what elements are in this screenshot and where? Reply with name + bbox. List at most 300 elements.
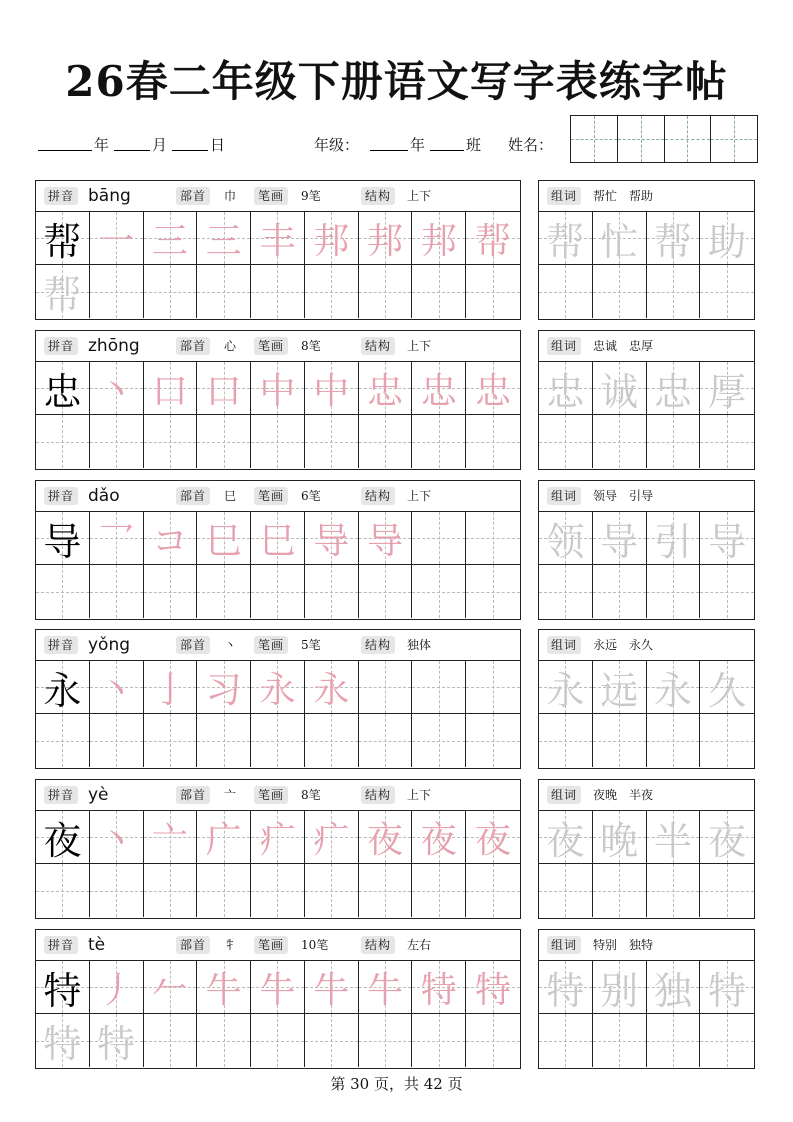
grid-cell[interactable] [412, 714, 466, 767]
words-tag: 组词 [547, 936, 581, 954]
grid-cell[interactable] [359, 864, 413, 917]
stroke-order-char: 三 [205, 220, 242, 262]
structure-value: 上下 [407, 189, 432, 203]
grid-cell[interactable] [593, 265, 647, 318]
structure-tag: 结构 [361, 636, 395, 654]
structure-tag: 结构 [361, 337, 395, 355]
grid-cell[interactable] [36, 811, 90, 864]
stroke-order-char: 导 [313, 520, 350, 562]
grid-cell[interactable] [36, 265, 90, 318]
grid-cell[interactable] [359, 661, 413, 714]
grid-cell[interactable] [359, 212, 413, 265]
word-trace-char: 别 [600, 968, 639, 1013]
grid-cell[interactable] [647, 961, 701, 1014]
stroke-order-char: 牛 [366, 969, 403, 1011]
word-trace-char: 忠 [546, 369, 585, 414]
stroke-order-char: 𠂉 [151, 969, 188, 1011]
grid-cell[interactable] [305, 811, 359, 864]
name-label: 姓名： [508, 136, 554, 154]
char-practice-block [35, 330, 521, 470]
grid-cell[interactable] [647, 212, 701, 265]
strokes-tag: 笔画 [254, 337, 288, 355]
stroke-order-char: 邦 [313, 220, 350, 262]
grid-cell[interactable] [539, 212, 593, 265]
word-trace-char: 独 [653, 968, 692, 1013]
grid-cell[interactable] [647, 415, 701, 468]
radical-tag: 部首 [176, 487, 210, 505]
pinyin-tag: 拼音 [44, 187, 78, 205]
stroke-order-char: 亠 [151, 819, 188, 861]
month-label: 月 [152, 136, 168, 154]
grid-cell[interactable] [305, 415, 359, 468]
model-char: 夜 [43, 818, 82, 863]
radical-value: 巳 [224, 489, 237, 503]
strokes-value: 8笔 [301, 339, 321, 353]
word-header [539, 930, 754, 961]
grid-cell[interactable] [197, 1014, 251, 1067]
trace-char: 特 [43, 1022, 82, 1066]
grid-cell[interactable] [593, 811, 647, 864]
word-trace-char: 导 [600, 519, 639, 564]
year-blank[interactable] [38, 150, 92, 151]
grid-cell[interactable] [251, 1014, 305, 1067]
word-trace-char: 远 [600, 668, 639, 713]
model-char: 帮 [43, 219, 82, 264]
radical-value: 牜 [224, 938, 237, 952]
grid-cell[interactable] [90, 961, 144, 1014]
grid-cell[interactable] [90, 714, 144, 767]
grid-cell[interactable] [466, 661, 520, 714]
words-value: 夜晚 半夜 [593, 788, 654, 802]
grid-cell[interactable] [647, 565, 701, 618]
grid-cell[interactable] [251, 512, 305, 565]
grid-cell[interactable] [593, 415, 647, 468]
grid-cell[interactable] [539, 512, 593, 565]
grid-cell[interactable] [539, 362, 593, 415]
stroke-order-char: 牛 [205, 969, 242, 1011]
grid-cell[interactable] [466, 811, 520, 864]
grid-cell[interactable] [647, 811, 701, 864]
grid-cell[interactable] [359, 265, 413, 318]
radical-tag: 部首 [176, 337, 210, 355]
grid-cell[interactable] [251, 864, 305, 917]
grid-cell[interactable] [647, 512, 701, 565]
grid-cell[interactable] [700, 1014, 754, 1067]
grade-year-label: 年 [410, 136, 426, 154]
grid-cell[interactable] [144, 714, 198, 767]
grid-cell[interactable] [466, 265, 520, 318]
grid-cell[interactable] [90, 265, 144, 318]
stroke-order-char: 乛 [98, 520, 135, 562]
word-practice-block [538, 330, 755, 470]
grid-cell[interactable] [700, 265, 754, 318]
grid-cell[interactable] [36, 961, 90, 1014]
structure-tag: 结构 [361, 936, 395, 954]
class-label: 班 [466, 136, 482, 154]
stroke-order-char: 夜 [420, 819, 457, 861]
model-char: 永 [43, 668, 82, 713]
radical-value: 巾 [224, 189, 237, 203]
pinyin-value: zhōng [88, 336, 140, 356]
words-value: 领导 引导 [593, 489, 654, 503]
pinyin-tag: 拼音 [44, 487, 78, 505]
grid-cell[interactable] [90, 1014, 144, 1067]
class-blank[interactable] [430, 150, 464, 151]
grid-cell[interactable] [466, 212, 520, 265]
char-info-header [36, 481, 520, 512]
stroke-order-char: 邦 [420, 220, 457, 262]
grid-cell[interactable] [197, 811, 251, 864]
grid-cell[interactable] [251, 811, 305, 864]
grid-cell[interactable] [197, 661, 251, 714]
stroke-order-char: 夜 [475, 819, 512, 861]
stroke-order-char: 牛 [259, 969, 296, 1011]
grid-cell[interactable] [251, 362, 305, 415]
grade-year-blank[interactable] [370, 150, 408, 151]
stroke-order-char: 广 [205, 819, 242, 861]
stroke-order-char: 特 [475, 969, 512, 1011]
grid-cell[interactable] [466, 714, 520, 767]
word-header [539, 181, 754, 212]
structure-tag: 结构 [361, 487, 395, 505]
grid-cell[interactable] [144, 212, 198, 265]
structure-value: 独体 [407, 638, 432, 652]
strokes-tag: 笔画 [254, 187, 288, 205]
grid-cell[interactable] [36, 661, 90, 714]
grid-cell[interactable] [359, 961, 413, 1014]
year-label: 年 [94, 136, 110, 154]
grid-cell[interactable] [593, 212, 647, 265]
stroke-order-char: コ [151, 520, 188, 562]
grid-cell[interactable] [593, 565, 647, 618]
char-practice-block [35, 480, 521, 620]
grid-cell[interactable] [359, 512, 413, 565]
structure-tag: 结构 [361, 786, 395, 804]
month-blank[interactable] [114, 150, 150, 151]
grid-cell[interactable] [36, 565, 90, 618]
grid-cell[interactable] [412, 512, 466, 565]
day-blank[interactable] [172, 150, 208, 151]
pinyin-tag: 拼音 [44, 337, 78, 355]
grid-cell[interactable] [144, 362, 198, 415]
stroke-order-char: 丶 [98, 370, 135, 412]
grid-cell[interactable] [647, 661, 701, 714]
strokes-tag: 笔画 [254, 936, 288, 954]
grid-cell[interactable] [251, 265, 305, 318]
grid-cell[interactable] [144, 864, 198, 917]
char-info-header [36, 930, 520, 961]
trace-char: 帮 [43, 273, 82, 317]
grid-cell[interactable] [197, 714, 251, 767]
grid-cell[interactable] [90, 512, 144, 565]
stroke-order-char: 夜 [366, 819, 403, 861]
word-trace-char: 夜 [708, 818, 747, 863]
model-char: 特 [43, 968, 82, 1013]
grid-cell[interactable] [197, 512, 251, 565]
stroke-order-char: 中 [313, 370, 350, 412]
word-trace-char: 忙 [600, 219, 639, 264]
grid-cell[interactable] [700, 362, 754, 415]
grid-cell[interactable] [700, 565, 754, 618]
grid-cell[interactable] [305, 864, 359, 917]
word-practice-block [538, 629, 755, 769]
grid-cell[interactable] [144, 961, 198, 1014]
words-tag: 组词 [547, 337, 581, 355]
grid-cell[interactable] [197, 362, 251, 415]
grid-cell[interactable] [36, 864, 90, 917]
stroke-order-char: 丰 [259, 220, 296, 262]
grid-cell[interactable] [197, 565, 251, 618]
grid-cell[interactable] [144, 265, 198, 318]
grid-cell[interactable] [412, 565, 466, 618]
word-trace-char: 诚 [600, 369, 639, 414]
grid-cell[interactable] [539, 714, 593, 767]
grid-cell[interactable] [251, 961, 305, 1014]
strokes-tag: 笔画 [254, 636, 288, 654]
grade-label: 年级： [314, 136, 360, 154]
grid-cell[interactable] [36, 1014, 90, 1067]
grid-cell[interactable] [700, 714, 754, 767]
stroke-order-char: 永 [313, 669, 350, 711]
grid-cell[interactable] [197, 415, 251, 468]
words-value: 忠诚 忠厚 [593, 339, 654, 353]
page-title: 26春二年级下册语文写字表练字帖 [65, 57, 728, 106]
grid-cell[interactable] [466, 415, 520, 468]
pinyin-tag: 拼音 [44, 636, 78, 654]
name-cell[interactable] [618, 116, 665, 162]
word-trace-char: 帮 [653, 219, 692, 264]
grid-cell[interactable] [647, 864, 701, 917]
stroke-order-char: 口 [151, 370, 188, 412]
grid-cell[interactable] [305, 961, 359, 1014]
grid-cell[interactable] [90, 415, 144, 468]
stroke-order-char: 一 [98, 220, 135, 262]
grid-cell[interactable] [197, 961, 251, 1014]
grid-cell[interactable] [466, 1014, 520, 1067]
grid-cell[interactable] [593, 1014, 647, 1067]
words-value: 特别 独特 [593, 938, 654, 952]
grid-cell[interactable] [359, 1014, 413, 1067]
grid-cell[interactable] [36, 362, 90, 415]
grid-cell[interactable] [359, 362, 413, 415]
grid-cell[interactable] [412, 864, 466, 917]
grid-cell[interactable] [593, 714, 647, 767]
stroke-order-char: 口 [205, 370, 242, 412]
words-tag: 组词 [547, 187, 581, 205]
grid-cell[interactable] [466, 512, 520, 565]
grid-cell[interactable] [36, 714, 90, 767]
grid-cell[interactable] [144, 811, 198, 864]
grid-cell[interactable] [305, 212, 359, 265]
pinyin-tag: 拼音 [44, 936, 78, 954]
grid-cell[interactable] [144, 565, 198, 618]
word-trace-char: 半 [653, 818, 692, 863]
grid-cell[interactable] [539, 565, 593, 618]
grid-cell[interactable] [539, 811, 593, 864]
grid-cell[interactable] [412, 415, 466, 468]
grid-cell[interactable] [593, 512, 647, 565]
word-trace-char: 夜 [546, 818, 585, 863]
grid-cell[interactable] [647, 714, 701, 767]
grid-cell[interactable] [466, 961, 520, 1014]
word-trace-char: 导 [708, 519, 747, 564]
grid-cell[interactable] [305, 714, 359, 767]
strokes-value: 9笔 [301, 189, 321, 203]
pinyin-tag: 拼音 [44, 786, 78, 804]
grid-cell[interactable] [593, 362, 647, 415]
grid-cell[interactable] [359, 415, 413, 468]
name-cell[interactable] [665, 116, 712, 162]
grid-cell[interactable] [305, 1014, 359, 1067]
grid-cell[interactable] [593, 864, 647, 917]
day-label: 日 [210, 136, 226, 154]
grid-cell[interactable] [305, 265, 359, 318]
grid-cell[interactable] [251, 212, 305, 265]
word-trace-char: 永 [546, 668, 585, 713]
grid-cell[interactable] [197, 864, 251, 917]
name-cell[interactable] [571, 116, 618, 162]
stroke-order-char: 忠 [366, 370, 403, 412]
words-tag: 组词 [547, 487, 581, 505]
grid-cell[interactable] [647, 1014, 701, 1067]
stroke-order-char: 丿 [98, 969, 135, 1011]
word-trace-char: 厚 [708, 369, 747, 414]
grid-cell[interactable] [144, 415, 198, 468]
strokes-value: 10笔 [301, 938, 329, 952]
radical-value: 丶 [224, 638, 237, 652]
stroke-order-char: 丶 [98, 669, 135, 711]
grid-cell[interactable] [90, 565, 144, 618]
strokes-value: 8笔 [301, 788, 321, 802]
word-trace-char: 忠 [653, 369, 692, 414]
word-practice-block [538, 180, 755, 320]
grid-cell[interactable] [36, 415, 90, 468]
grid-cell[interactable] [305, 512, 359, 565]
grid-cell[interactable] [36, 512, 90, 565]
stroke-order-char: 特 [420, 969, 457, 1011]
radical-value: 亠 [224, 788, 237, 802]
char-practice-block [35, 180, 521, 320]
grid-cell[interactable] [197, 265, 251, 318]
word-trace-char: 特 [708, 968, 747, 1013]
grid-cell[interactable] [700, 864, 754, 917]
grid-cell[interactable] [412, 811, 466, 864]
grid-cell[interactable] [412, 212, 466, 265]
name-cell[interactable] [711, 116, 757, 162]
grid-cell[interactable] [700, 811, 754, 864]
grid-cell[interactable] [539, 265, 593, 318]
grid-cell[interactable] [539, 415, 593, 468]
grid-cell[interactable] [700, 415, 754, 468]
words-tag: 组词 [547, 786, 581, 804]
radical-tag: 部首 [176, 786, 210, 804]
grid-cell[interactable] [593, 661, 647, 714]
grid-cell[interactable] [412, 1014, 466, 1067]
grid-cell[interactable] [359, 811, 413, 864]
grid-cell[interactable] [36, 212, 90, 265]
stroke-order-char: 忠 [475, 370, 512, 412]
char-info-header [36, 780, 520, 811]
grid-cell[interactable] [90, 362, 144, 415]
grid-cell[interactable] [539, 661, 593, 714]
stroke-order-char: 巳 [259, 520, 296, 562]
grid-cell[interactable] [466, 565, 520, 618]
char-info-header [36, 630, 520, 661]
grid-cell[interactable] [359, 714, 413, 767]
grid-cell[interactable] [251, 415, 305, 468]
grid-cell[interactable] [251, 714, 305, 767]
grid-cell[interactable] [700, 512, 754, 565]
pinyin-value: yè [88, 785, 109, 805]
grid-cell[interactable] [305, 661, 359, 714]
stroke-order-char: 习 [205, 669, 242, 711]
stroke-order-char: 疒 [313, 819, 350, 861]
structure-tag: 结构 [361, 187, 395, 205]
grid-cell[interactable] [412, 661, 466, 714]
grid-cell[interactable] [251, 661, 305, 714]
grid-cell[interactable] [90, 661, 144, 714]
word-trace-char: 特 [546, 968, 585, 1013]
grid-cell[interactable] [412, 961, 466, 1014]
grid-cell[interactable] [144, 512, 198, 565]
grid-cell[interactable] [466, 864, 520, 917]
pinyin-value: yǒng [88, 635, 131, 655]
pinyin-value: bāng [88, 186, 131, 206]
grid-cell[interactable] [197, 212, 251, 265]
grid-cell[interactable] [90, 811, 144, 864]
stroke-order-char: 牛 [313, 969, 350, 1011]
words-tag: 组词 [547, 636, 581, 654]
word-practice-block [538, 929, 755, 1069]
grid-cell[interactable] [359, 565, 413, 618]
word-trace-char: 领 [546, 519, 585, 564]
grid-cell[interactable] [412, 265, 466, 318]
char-practice-block [35, 779, 521, 919]
stroke-order-char: 导 [366, 520, 403, 562]
char-info-header [36, 331, 520, 362]
grid-cell[interactable] [700, 961, 754, 1014]
word-header [539, 481, 754, 512]
word-trace-char: 帮 [546, 219, 585, 264]
grid-cell[interactable] [539, 1014, 593, 1067]
structure-value: 上下 [407, 339, 432, 353]
strokes-value: 5笔 [301, 638, 321, 652]
grid-cell[interactable] [593, 961, 647, 1014]
grid-cell[interactable] [647, 362, 701, 415]
grid-cell[interactable] [412, 362, 466, 415]
grid-cell[interactable] [305, 362, 359, 415]
radical-value: 心 [224, 339, 237, 353]
grid-cell[interactable] [144, 661, 198, 714]
strokes-tag: 笔画 [254, 786, 288, 804]
stroke-order-char: 三 [151, 220, 188, 262]
grid-cell[interactable] [539, 961, 593, 1014]
grid-cell[interactable] [251, 565, 305, 618]
grid-cell[interactable] [647, 265, 701, 318]
structure-value: 上下 [407, 788, 432, 802]
grid-cell[interactable] [700, 661, 754, 714]
name-grid[interactable] [570, 115, 758, 163]
grid-cell[interactable] [90, 864, 144, 917]
grid-cell[interactable] [539, 864, 593, 917]
grid-cell[interactable] [144, 1014, 198, 1067]
grid-cell[interactable] [466, 362, 520, 415]
grid-cell[interactable] [700, 212, 754, 265]
radical-tag: 部首 [176, 187, 210, 205]
grid-cell[interactable] [90, 212, 144, 265]
strokes-tag: 笔画 [254, 487, 288, 505]
grid-cell[interactable] [305, 565, 359, 618]
